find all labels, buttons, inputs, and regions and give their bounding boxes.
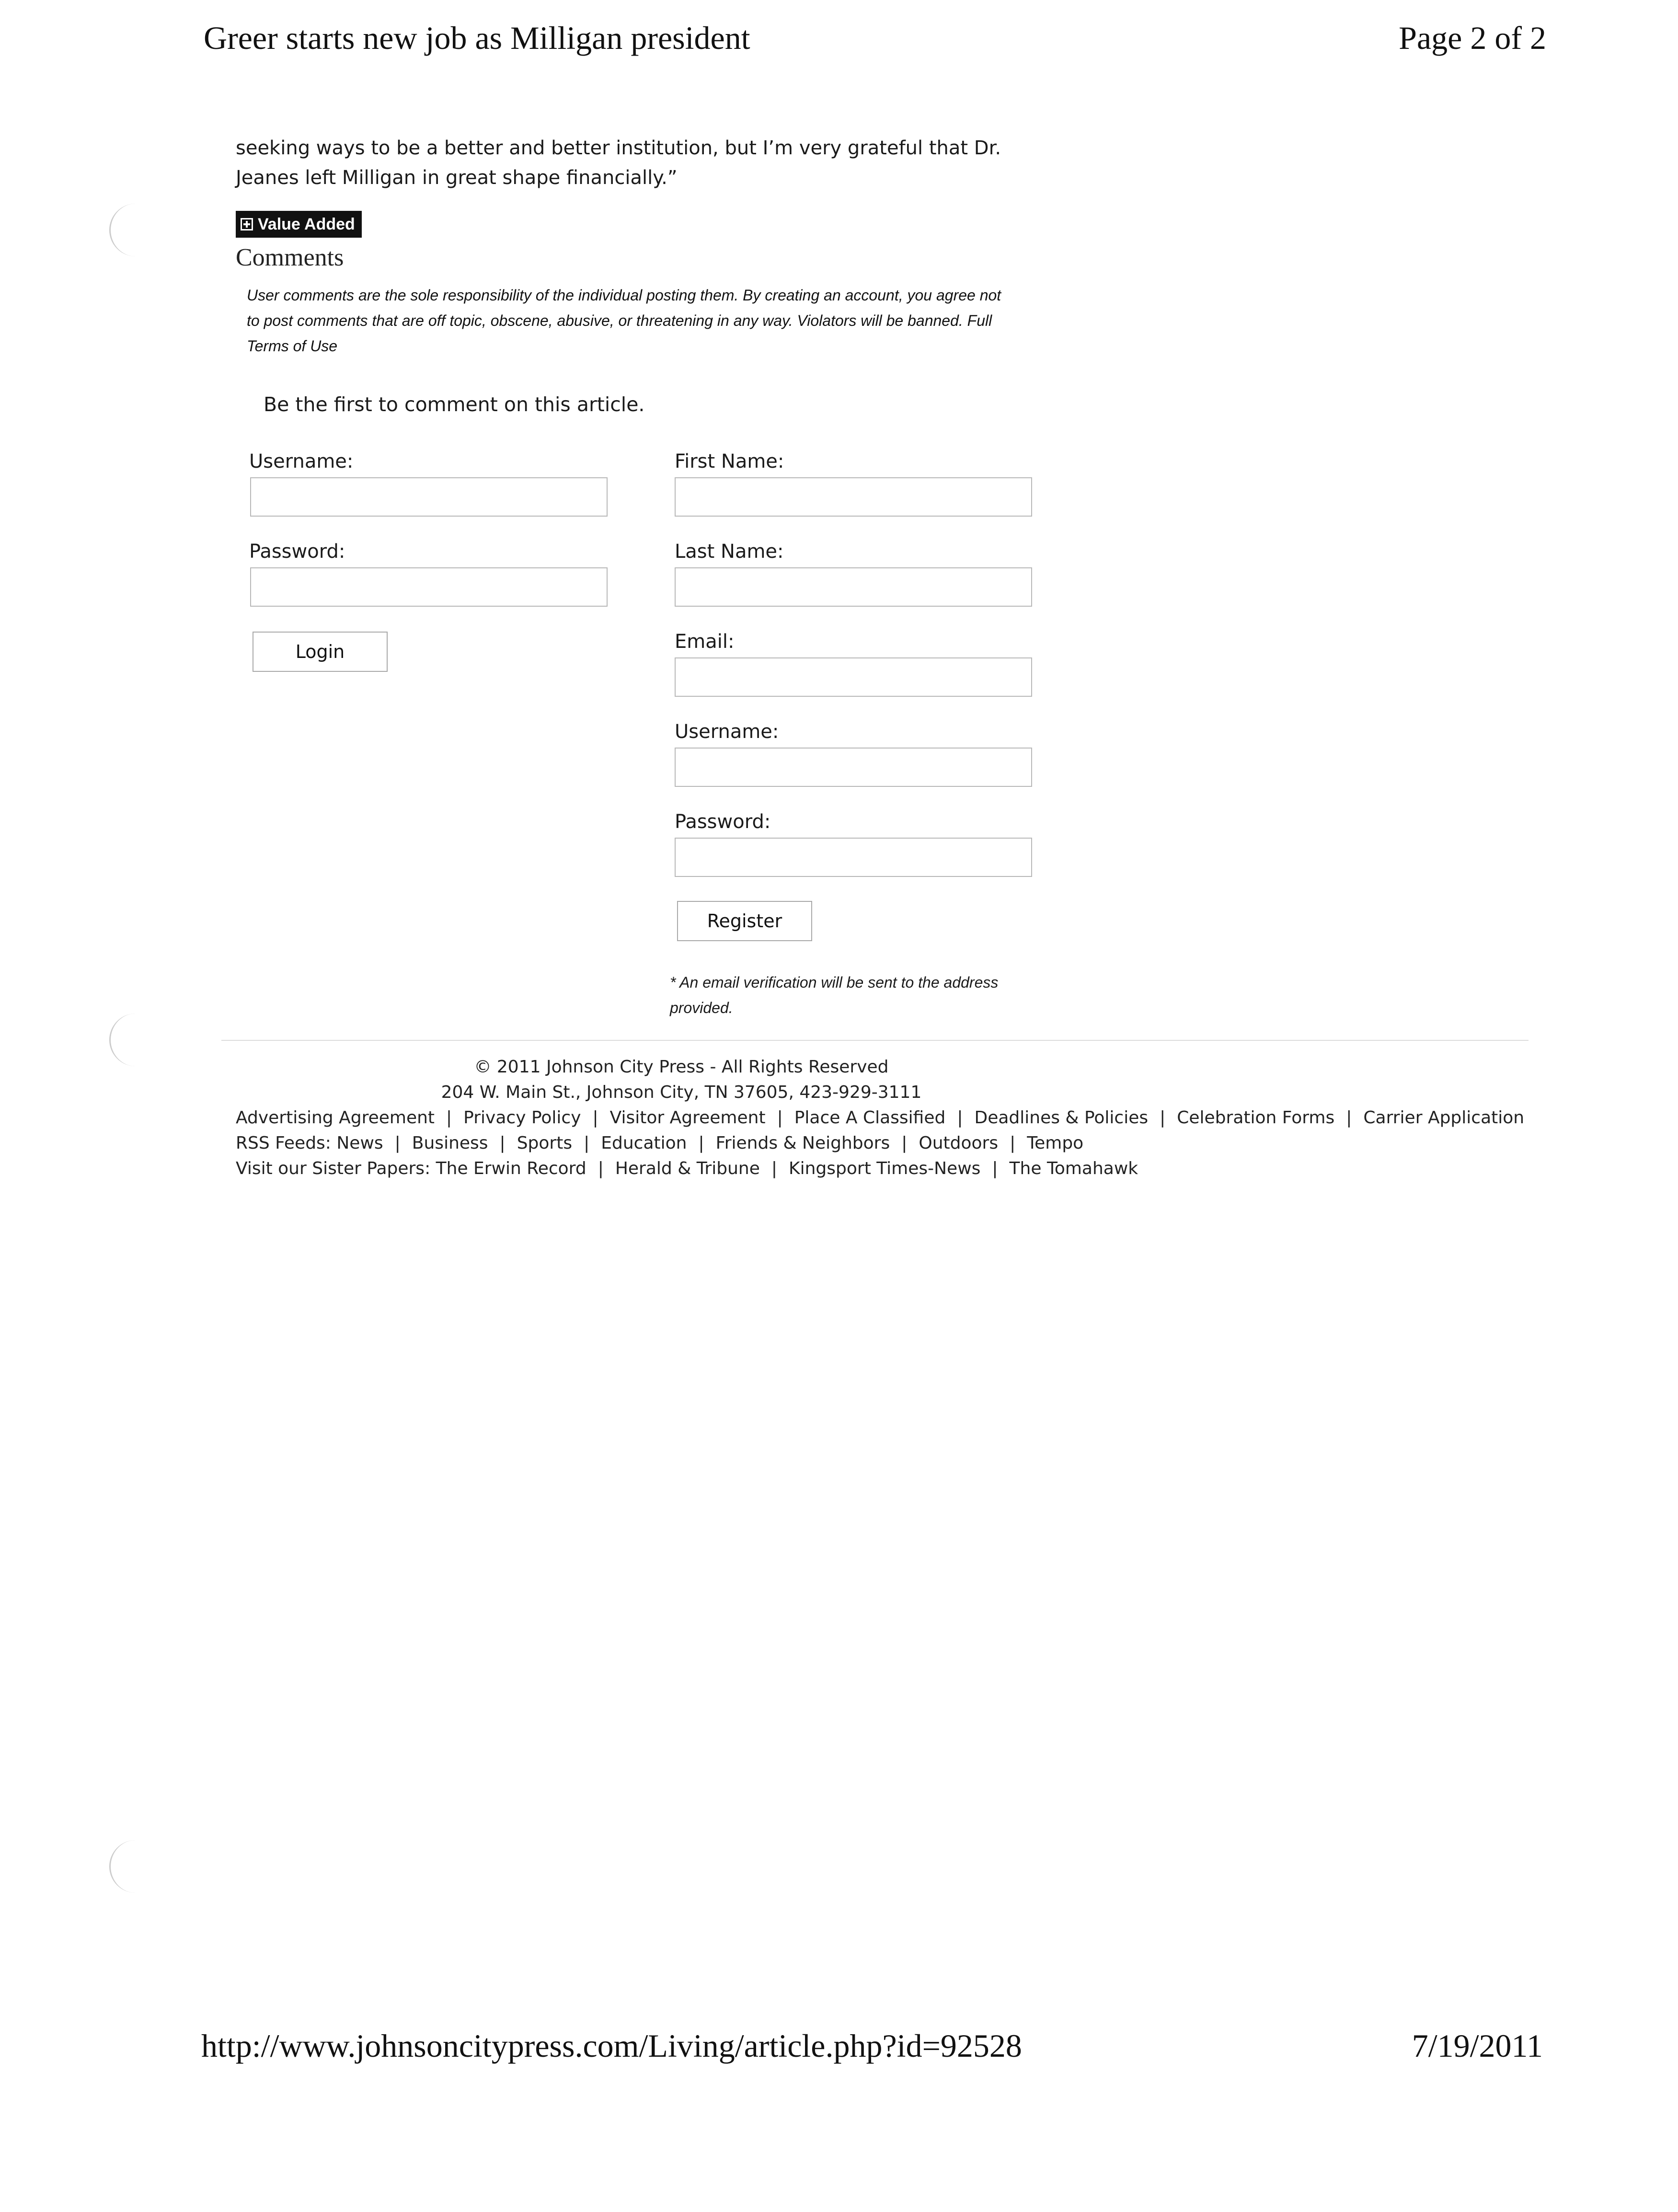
comments-disclaimer bbox=[247, 283, 1090, 359]
terms-of-use-link[interactable]: Terms of Use bbox=[247, 337, 338, 355]
first-name-label: First Name: bbox=[675, 450, 784, 472]
separator: | bbox=[992, 1159, 998, 1178]
footer-divider bbox=[221, 1040, 1529, 1041]
register-username-label: Username: bbox=[675, 721, 779, 743]
rss-link[interactable]: Education bbox=[601, 1133, 687, 1153]
rss-link[interactable]: Business bbox=[412, 1133, 488, 1153]
print-header-title: Greer starts new job as Milligan president bbox=[204, 20, 750, 56]
separator: | bbox=[1010, 1133, 1016, 1153]
print-footer-date: 7/19/2011 bbox=[1412, 2028, 1543, 2064]
binder-hole-mark bbox=[109, 1014, 139, 1066]
sister-link[interactable]: Kingsport Times-News bbox=[789, 1159, 981, 1178]
separator: | bbox=[957, 1108, 963, 1128]
email-verification-note bbox=[670, 970, 1034, 1021]
rss-link[interactable]: Sports bbox=[517, 1133, 573, 1153]
sister-prefix: Visit our Sister Papers: bbox=[236, 1159, 436, 1178]
comments-heading: Comments bbox=[236, 244, 344, 271]
separator: | bbox=[1346, 1108, 1352, 1128]
separator: | bbox=[771, 1159, 777, 1178]
footer-address: 204 W. Main St., Johnson City, TN 37605, 423-929-3111 bbox=[441, 1083, 922, 1102]
footer-link[interactable]: Visitor Agreement bbox=[609, 1108, 766, 1128]
plus-icon bbox=[241, 218, 253, 230]
footer-link[interactable]: Privacy Policy bbox=[463, 1108, 581, 1128]
value-added-button[interactable] bbox=[236, 211, 362, 238]
disclaimer-line: User comments are the sole responsibility of the individual posting them. By creating an account, you agree not bbox=[247, 287, 1001, 304]
separator: | bbox=[901, 1133, 908, 1153]
footer-rss-row bbox=[236, 1130, 1558, 1156]
first-comment-message: Be the first to comment on this article. bbox=[264, 393, 645, 416]
article-body bbox=[236, 133, 1098, 193]
last-name-input[interactable] bbox=[675, 567, 1032, 607]
print-footer-url: http://www.johnsoncitypress.com/Living/article.php?id=92528 bbox=[201, 2028, 1022, 2064]
register-password-label: Password: bbox=[675, 811, 771, 833]
rss-link[interactable]: News bbox=[336, 1133, 383, 1153]
sister-link[interactable]: Herald & Tribune bbox=[615, 1159, 760, 1178]
login-password-label: Password: bbox=[249, 541, 345, 563]
footer-link[interactable]: Celebration Forms bbox=[1177, 1108, 1335, 1128]
first-name-input[interactable] bbox=[675, 477, 1032, 517]
separator: | bbox=[1160, 1108, 1166, 1128]
separator: | bbox=[777, 1108, 783, 1128]
note-line: * An email verification will be sent to the address bbox=[670, 974, 999, 991]
register-password-input[interactable] bbox=[675, 838, 1032, 877]
binder-hole-mark bbox=[109, 1840, 139, 1893]
register-username-input[interactable] bbox=[675, 748, 1032, 787]
separator: | bbox=[592, 1108, 598, 1128]
login-username-label: Username: bbox=[249, 450, 354, 472]
rss-link[interactable]: Tempo bbox=[1027, 1133, 1084, 1153]
footer-link[interactable]: Place A Classified bbox=[794, 1108, 946, 1128]
register-button[interactable]: Register bbox=[677, 901, 812, 941]
sister-link[interactable]: The Erwin Record bbox=[436, 1159, 586, 1178]
sister-link[interactable]: The Tomahawk bbox=[1009, 1159, 1138, 1178]
login-username-input[interactable] bbox=[250, 477, 608, 517]
print-header-page-number: Page 2 of 2 bbox=[1399, 20, 1546, 56]
rss-link[interactable]: Outdoors bbox=[919, 1133, 999, 1153]
footer-link[interactable]: Carrier Application bbox=[1363, 1108, 1525, 1128]
rss-prefix: RSS Feeds: bbox=[236, 1133, 337, 1153]
footer-links-row bbox=[236, 1105, 1558, 1130]
note-line: provided. bbox=[670, 999, 733, 1016]
login-button[interactable]: Login bbox=[253, 632, 388, 672]
article-line: seeking ways to be a better and better institution, but I’m very grateful that Dr. bbox=[236, 137, 1001, 159]
separator: | bbox=[394, 1133, 401, 1153]
disclaimer-line: to post comments that are off topic, obscene, abusive, or threatening in any way. Violators will be banned. Full bbox=[247, 312, 992, 329]
email-label: Email: bbox=[675, 631, 735, 653]
separator: | bbox=[698, 1133, 704, 1153]
separator: | bbox=[598, 1159, 604, 1178]
separator: | bbox=[584, 1133, 590, 1153]
separator: | bbox=[446, 1108, 452, 1128]
binder-hole-mark bbox=[109, 204, 139, 256]
rss-link[interactable]: Friends & Neighbors bbox=[715, 1133, 890, 1153]
login-password-input[interactable] bbox=[250, 567, 608, 607]
site-footer bbox=[236, 1054, 1558, 1181]
footer-copyright: © 2011 Johnson City Press - All Rights Reserved bbox=[474, 1057, 889, 1077]
footer-link[interactable]: Deadlines & Policies bbox=[974, 1108, 1149, 1128]
last-name-label: Last Name: bbox=[675, 541, 784, 563]
footer-sister-papers-row bbox=[236, 1156, 1558, 1181]
footer-link[interactable]: Advertising Agreement bbox=[236, 1108, 435, 1128]
separator: | bbox=[499, 1133, 506, 1153]
email-input[interactable] bbox=[675, 657, 1032, 697]
value-added-label: Value Added bbox=[258, 215, 355, 233]
article-line: Jeanes left Milligan in great shape financially.” bbox=[236, 167, 678, 189]
